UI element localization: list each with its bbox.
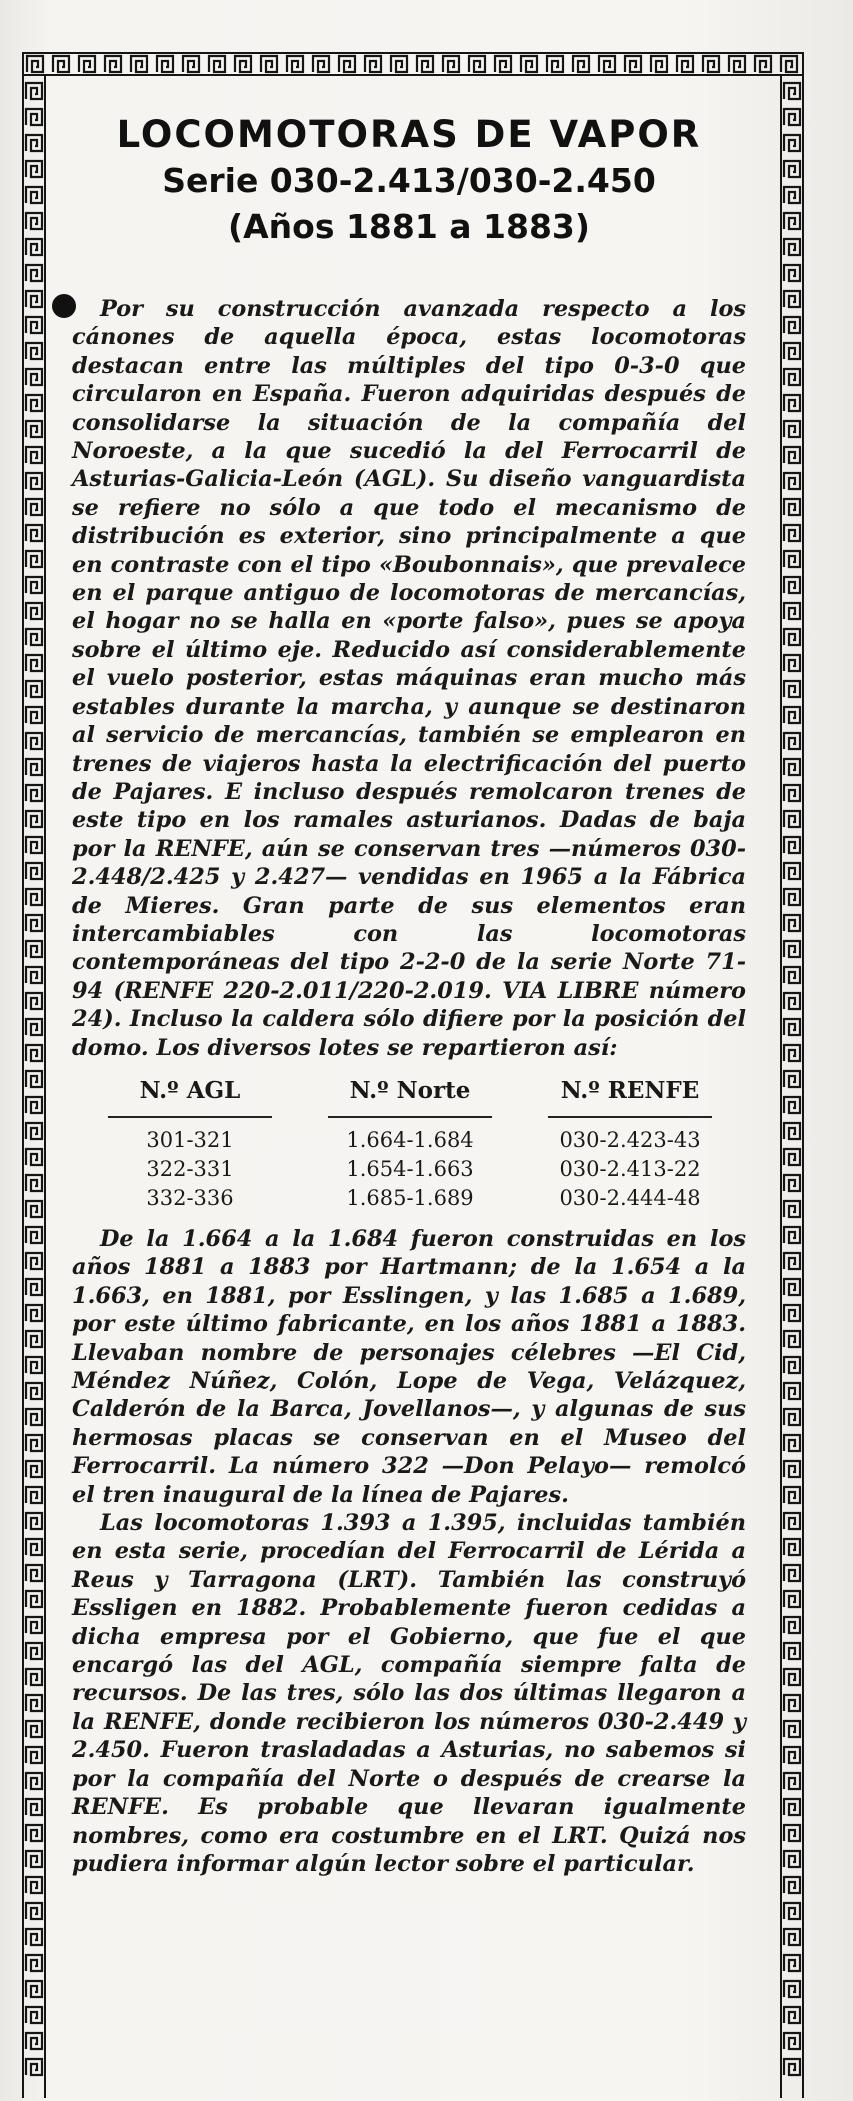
bullet-icon	[52, 294, 76, 318]
paragraph-intro-text: Por su construcción avanzada respecto a los cánones de aquella época, estas locomotoras destacan entre las múltiples del tipo 0-3-0 que circularon en España. Fueron adquiridas después de consolidarse la situación de la compañía del Noroeste, a la que sucedió la del Ferrocarril de Asturias-Galicia-León (AGL). Su diseño vanguardista se refiere no sólo a que todo el mecanismo de distribución es exterior, sino principalmente a que en contraste con el tipo «Boubonnais», que prevalece en el parque antiguo de locomotoras de mercancías, el hogar no se halla en «porte falso», pues se apoya sobre el último eje. Reducido así considerablemente el vuelo posterior, estas máquinas eran mucho más estables durante la marcha, y aunque se destinaron al servicio de mercancías, también se emplearon en trenes de viajeros hasta la electrificación del puerto de Pajares. E incluso después remolcaron trenes de este tipo en los ramales asturianos. Dadas de baja por la RENFE, aún se conservan tres —números 030-2.448/2.425 y 2.427— vendidas en 1965 a la Fábrica de Mieres. Gran parte de sus elementos eran intercambiables con las locomotoras contemporáneas del tipo 2-2-0 de la serie Norte 71-94 (RENFE 220-2.011/220-2.019. VIA LIBRE número 24). Incluso la caldera sólo difiere por la posición del domo. Los diversos lotes se repartieron así:	[72, 296, 746, 1061]
lots-header: N.º RENFE	[548, 1076, 712, 1118]
lots-cell: 1.664-1.684	[346, 1127, 474, 1152]
lots-cell: 1.685-1.689	[346, 1185, 474, 1210]
paragraph-lrt: Las locomotoras 1.393 a 1.395, incluidas también en esta serie, procedían del Ferrocarril de Lérida a Reus y Tarragona (LRT). También las construyó Essligen en 1882. Probablemente fueron cedidas a dicha empresa por el Gobierno, que fue el que encargó las del AGL, compañía siempre falta de recursos. De las tres, sólo las dos últimas llegaron a la RENFE, donde recibieron los números 030-2.449 y 2.450. Fueron trasladadas a Asturias, no sabemos si por la compañía del Norte o después de crearse la RENFE. Es probable que llevaran igualmente nombres, como era costumbre en el LRT. Quizá nos pudiera informar algún lector sobre el particular.	[72, 1510, 746, 1877]
lots-column-agl	[80, 1076, 300, 1213]
lots-cell: 030-2.413-22	[559, 1156, 701, 1181]
lots-cell: 1.654-1.663	[346, 1156, 474, 1181]
lots-cell: 301-321	[146, 1127, 234, 1152]
article-body	[72, 294, 746, 1878]
paragraph-intro	[72, 294, 746, 1062]
article-series: Serie 030-2.413/030-2.450	[162, 161, 656, 200]
paragraph-builders: De la 1.664 a la 1.684 fueron construidas en los años 1881 a 1883 por Hartmann; de la 1.654 a la 1.663, en 1881, por Esslingen, y las 1.685 a 1.689, por este último fabricante, en los años 1881 a 1883. Llevaban nombre de personajes célebres —El Cid, Méndez Núñez, Colón, Lope de Vega, Velázquez, Calderón de la Barca, Jovellanos—, y algunas de sus hermosas placas se conservan en el Museo del Ferrocarril. La número 322 —Don Pelayo— remolcó el tren inaugural de la línea de Pajares.	[72, 1225, 746, 1508]
article	[72, 112, 746, 1878]
lots-header: N.º AGL	[108, 1076, 272, 1118]
article-title: LOCOMOTORAS DE VAPOR	[116, 113, 702, 156]
lots-cell: 030-2.423-43	[559, 1127, 701, 1152]
lots-column-norte	[300, 1076, 520, 1213]
lots-cell: 322-331	[146, 1156, 234, 1181]
lots-cell: 030-2.444-48	[559, 1185, 701, 1210]
lots-cell: 332-336	[146, 1185, 234, 1210]
lots-header: N.º Norte	[328, 1076, 492, 1118]
article-years: (Años 1881 a 1883)	[228, 207, 590, 246]
lots-table	[80, 1076, 746, 1213]
lots-column-renfe	[520, 1076, 740, 1213]
